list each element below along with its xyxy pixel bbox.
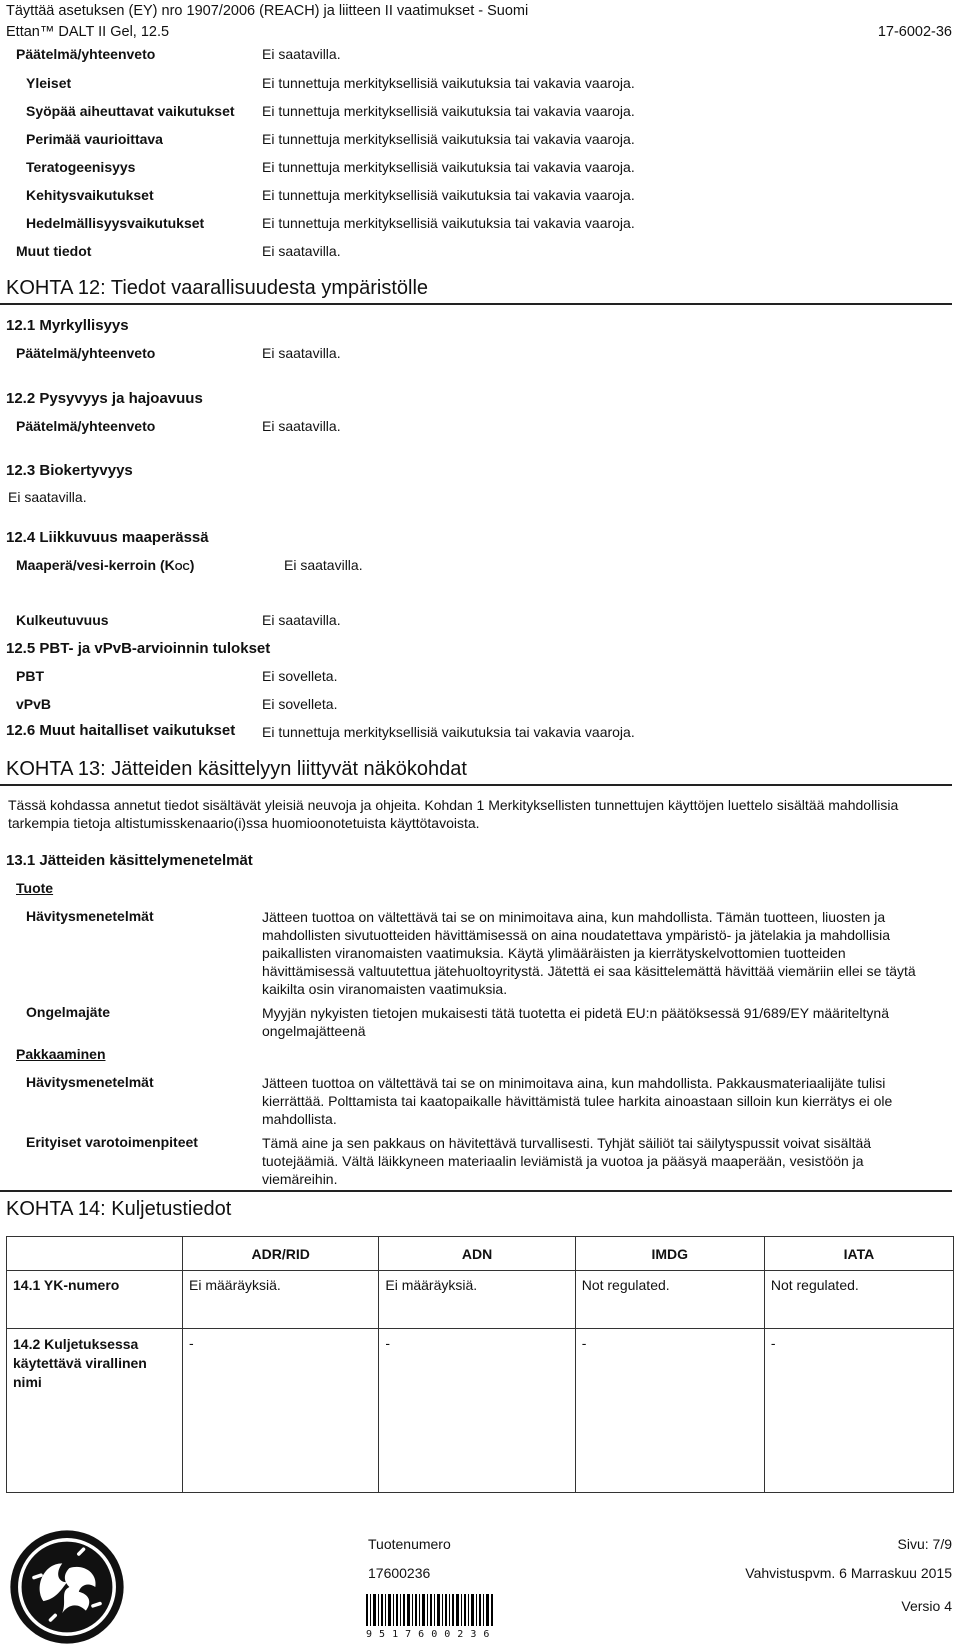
row-label: 14.2 Kuljetuksessa käytettävä virallinen nimi [7,1329,183,1493]
field-value: Ei tunnettuja merkityksellisiä vaikutuksia tai vakavia vaaroja. [262,724,635,740]
table-cell: Not regulated. [764,1271,953,1329]
field-value: Ei saatavilla. [262,418,341,434]
section-13-intro: Tässä kohdassa annetut tiedot sisältävät yleisiä neuvoja ja ohjeita. Kohdan 1 Merkityksellisten tunnettujen käyttöjen luettelo sisältää mahdollisia tarkempia tietoja altistumisskenaario(i)ssa huomioonotetuista käyttötavoista. [8,797,899,831]
section-divider [0,303,952,305]
table-header-row [7,1237,954,1271]
field-label: Päätelmä/yhteenveto [16,418,156,434]
koc-label-main: Maaperä/vesi-kerroin (K [16,557,175,573]
page-number: Sivu: 7/9 [897,1536,952,1552]
field-label: vPvB [16,696,52,712]
field-label: Ongelmajäte [26,1004,111,1020]
tox-value: Ei tunnettuja merkityksellisiä vaikutuksia tai vakavia vaaroja. [262,215,635,231]
page-header [0,0,960,46]
ge-logo-icon [8,1528,126,1646]
table-corner [7,1237,183,1271]
regulation-line: Täyttää asetuksen (EY) nro 1907/2006 (REACH) ja liitteen II vaatimukset - Suomi [6,3,529,19]
tox-label: Yleiset [26,75,72,91]
product-name: Ettan™ DALT II Gel, 12.5 [6,24,170,40]
section-13-title: KOHTA 13: Jätteiden käsittelyyn liittyvät näkökohdat [6,758,467,780]
table-cell: - [379,1329,575,1493]
table-cell: - [183,1329,379,1493]
field-label: Hävitysmenetelmät [26,1074,154,1090]
tox-value: Ei saatavilla. [262,46,341,62]
field-value: Jätteen tuottoa on vältettävä tai se on minimoitava aina, kun mahdollista. Pakkausmateriaalijäte tulisi kierrättää. Polttamista tai kaatopaikalle hävittämistä tulee harkita ainoastaan silloin kun kierrätys ei ole mahdollista. [262,1075,893,1127]
field-label [16,557,194,573]
table-cell: Ei määräyksiä. [379,1271,575,1329]
packaging-heading: Pakkaaminen [16,1046,106,1062]
table-cell: Not regulated. [575,1271,764,1329]
tox-label: Syöpää aiheuttavat vaikutukset [26,103,235,119]
column-header: ADR/RID [183,1237,379,1271]
tox-value: Ei tunnettuja merkityksellisiä vaikutuksia tai vakavia vaaroja. [262,103,635,119]
barcode-digits: 9 5 1 7 6 0 0 2 3 6 [366,1629,490,1640]
field-value: Ei saatavilla. [8,489,87,505]
tox-label: Päätelmä/yhteenveto [16,46,156,62]
field-label: Kulkeutuvuus [16,612,109,628]
field-value: Ei saatavilla. [262,345,341,361]
tox-label: Hedelmällisyysvaikutukset [26,215,205,231]
table-cell: - [575,1329,764,1493]
subsection-13-1: 13.1 Jätteiden käsittelymenetelmät [6,852,253,869]
tox-label: Teratogeenisyys [26,159,136,175]
row-label: 14.1 YK-numero [7,1271,183,1329]
barcode-icon [366,1594,494,1626]
transport-table [6,1236,954,1493]
field-value: Ei saatavilla. [262,612,341,628]
subsection-12-4: 12.4 Liikkuvuus maaperässä [6,529,209,546]
subsection-12-1: 12.1 Myrkyllisyys [6,317,129,334]
subsection-12-5: 12.5 PBT- ja vPvB-arvioinnin tulokset [6,640,271,657]
koc-label-end: ) [189,557,195,573]
field-label: PBT [16,668,44,684]
product-number-label: Tuotenumero [368,1536,451,1552]
table-cell: - [764,1329,953,1493]
column-header: IATA [764,1237,953,1271]
version: Versio 4 [901,1598,952,1614]
field-value: Ei saatavilla. [284,557,363,573]
tox-value: Ei tunnettuja merkityksellisiä vaikutuksia tai vakavia vaaroja. [262,75,635,91]
field-label: Hävitysmenetelmät [26,908,154,924]
tox-label: Kehitysvaikutukset [26,187,154,203]
section-divider [0,1190,952,1192]
field-value: Jätteen tuottoa on vältettävä tai se on minimoitava aina, kun mahdollista. Tämän tuotteen, liuosten ja mahdollisten sivutuotteiden hävittämisessä on aina noudatettava ympäristö- ja jätelakia ja mahdollisia paikallisten viranomaisten vaatimuksia. Käytä ylimääräisten ja kierrätyskelvottomien tuotteiden hävittämisessä valtuutettua jätehuoltoyritystä. Jätettä ei saa käsittelemättä hävittää viemäriin ellei se täytä kaikilta osin viranomaisten vaatimuksia. [262,909,916,997]
section-14-title: KOHTA 14: Kuljetustiedot [6,1198,232,1220]
verification-date: Vahvistuspvm. 6 Marraskuu 2015 [745,1565,952,1581]
subsection-12-6: 12.6 Muut haitalliset vaikutukset [6,722,236,739]
tox-label: Muut tiedot [16,243,92,259]
tox-value: Ei tunnettuja merkityksellisiä vaikutuksia tai vakavia vaaroja. [262,187,635,203]
product-number: 17600236 [368,1565,431,1581]
section-divider [0,784,952,786]
field-value: Myyjän nykyisten tietojen mukaisesti tätä tuotetta ei pidetä EU:n päätöksessä 91/689/EY määriteltynä ongelmajätteenä [262,1005,889,1039]
field-value: Ei sovelleta. [262,668,338,684]
field-label: Erityiset varotoimenpiteet [26,1134,198,1150]
tox-label: Perimää vaurioittava [26,131,163,147]
table-row [7,1329,954,1493]
subsection-12-3: 12.3 Biokertyvyys [6,462,133,479]
column-header: ADN [379,1237,575,1271]
field-value: Tämä aine ja sen pakkaus on hävitettävä turvallisesti. Tyhjät säiliöt tai säilytyspussit voivat sisältää tuotejäämiä. Vältä läikkyneen materiaalin leviämistä ja vuotoa ja pääsyä maaperään, vesistöön ja viemäreihin. [262,1135,872,1187]
koc-label-sub: OC [174,562,190,573]
column-header: IMDG [575,1237,764,1271]
subsection-12-2: 12.2 Pysyvyys ja hajoavuus [6,390,203,407]
tox-value: Ei tunnettuja merkityksellisiä vaikutuksia tai vakavia vaaroja. [262,131,635,147]
barcode [366,1594,494,1638]
table-cell: Ei määräyksiä. [183,1271,379,1329]
product-heading: Tuote [16,880,54,896]
tox-value: Ei saatavilla. [262,243,341,259]
field-label: Päätelmä/yhteenveto [16,345,156,361]
tox-value: Ei tunnettuja merkityksellisiä vaikutuksia tai vakavia vaaroja. [262,159,635,175]
table-row [7,1271,954,1329]
field-value: Ei sovelleta. [262,696,338,712]
section-12-title: KOHTA 12: Tiedot vaarallisuudesta ympäristölle [6,277,429,299]
document-code: 17-6002-36 [877,24,952,40]
